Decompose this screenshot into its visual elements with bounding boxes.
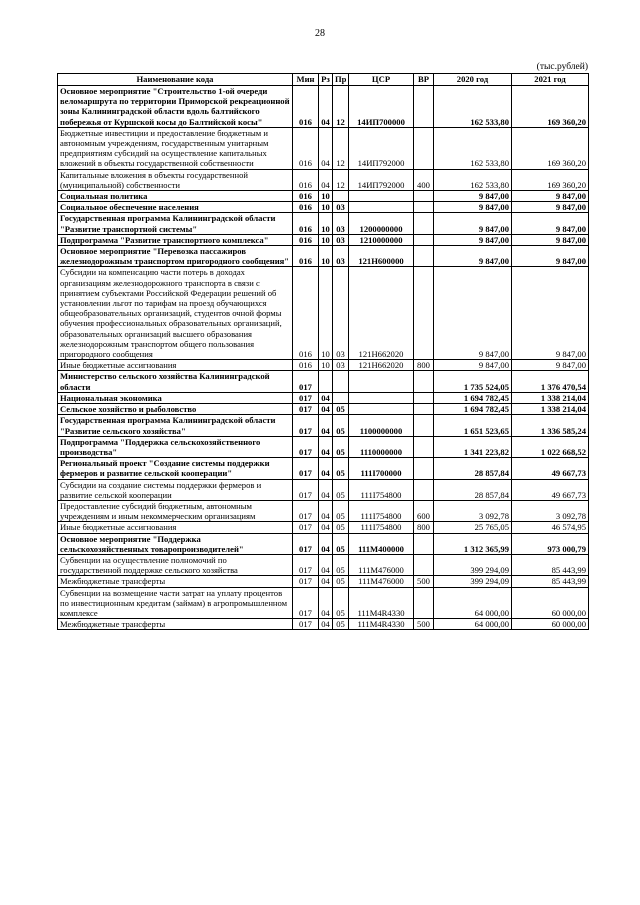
cell-2020: 3 092,78 bbox=[434, 500, 512, 521]
cell-vr bbox=[414, 267, 434, 360]
cell-pr: 05 bbox=[333, 576, 349, 587]
cell-rz: 10 bbox=[319, 234, 333, 245]
cell-name: Подпрограмма "Поддержка сельскохозяйственного производства" bbox=[58, 436, 293, 457]
cell-name: Сельское хозяйство и рыболовство bbox=[58, 404, 293, 415]
cell-pr: 05 bbox=[333, 436, 349, 457]
cell-min: 017 bbox=[293, 404, 319, 415]
cell-name: Межбюджетные трансферты bbox=[58, 576, 293, 587]
cell-pr bbox=[333, 371, 349, 392]
cell-min: 016 bbox=[293, 360, 319, 371]
table-row bbox=[58, 436, 589, 457]
cell-name: Социальная политика bbox=[58, 191, 293, 202]
cell-min: 017 bbox=[293, 554, 319, 575]
cell-min: 016 bbox=[293, 202, 319, 213]
cell-min: 017 bbox=[293, 587, 319, 619]
cell-min: 016 bbox=[293, 127, 319, 169]
cell-rz: 04 bbox=[319, 86, 333, 128]
cell-2021: 46 574,95 bbox=[512, 522, 589, 533]
cell-csr: 111I754800 bbox=[349, 522, 414, 533]
table-row bbox=[58, 191, 589, 202]
cell-2021: 3 092,78 bbox=[512, 500, 589, 521]
table-row bbox=[58, 619, 589, 630]
cell-min: 017 bbox=[293, 576, 319, 587]
cell-csr bbox=[349, 191, 414, 202]
cell-vr: 400 bbox=[414, 169, 434, 190]
cell-2020: 1 694 782,45 bbox=[434, 392, 512, 403]
table-row bbox=[58, 415, 589, 436]
cell-2020: 1 341 223,82 bbox=[434, 436, 512, 457]
table-row bbox=[58, 479, 589, 500]
cell-2021: 85 443,99 bbox=[512, 554, 589, 575]
header-row bbox=[58, 74, 589, 86]
cell-vr bbox=[414, 533, 434, 554]
cell-min: 016 bbox=[293, 86, 319, 128]
cell-rz: 04 bbox=[319, 554, 333, 575]
cell-min: 017 bbox=[293, 522, 319, 533]
cell-csr: 1110000000 bbox=[349, 436, 414, 457]
cell-rz: 10 bbox=[319, 360, 333, 371]
cell-2020: 1 651 523,65 bbox=[434, 415, 512, 436]
cell-min: 017 bbox=[293, 392, 319, 403]
cell-rz: 04 bbox=[319, 533, 333, 554]
cell-2020: 25 765,05 bbox=[434, 522, 512, 533]
cell-csr bbox=[349, 202, 414, 213]
cell-vr: 600 bbox=[414, 500, 434, 521]
cell-csr: 111М476000 bbox=[349, 576, 414, 587]
cell-2020: 28 857,84 bbox=[434, 458, 512, 479]
cell-2021: 9 847,00 bbox=[512, 191, 589, 202]
cell-name: Межбюджетные трансферты bbox=[58, 619, 293, 630]
budget-table bbox=[57, 73, 589, 630]
cell-pr: 03 bbox=[333, 213, 349, 234]
cell-rz: 04 bbox=[319, 127, 333, 169]
cell-2021: 49 667,73 bbox=[512, 479, 589, 500]
cell-2020: 28 857,84 bbox=[434, 479, 512, 500]
cell-pr: 05 bbox=[333, 500, 349, 521]
cell-vr bbox=[414, 554, 434, 575]
cell-2020: 9 847,00 bbox=[434, 246, 512, 267]
cell-min: 016 bbox=[293, 191, 319, 202]
cell-pr: 03 bbox=[333, 202, 349, 213]
cell-vr bbox=[414, 371, 434, 392]
cell-2020: 399 294,09 bbox=[434, 554, 512, 575]
cell-vr bbox=[414, 202, 434, 213]
table-row bbox=[58, 234, 589, 245]
header-name: Наименование кода bbox=[58, 74, 293, 86]
table-body bbox=[58, 86, 589, 630]
header-rz: Рз bbox=[319, 74, 333, 86]
cell-2020: 9 847,00 bbox=[434, 202, 512, 213]
cell-name: Субсидии на создание системы поддержки фермеров и развитие сельской кооперации bbox=[58, 479, 293, 500]
cell-min: 017 bbox=[293, 458, 319, 479]
cell-csr: 111M4R4330 bbox=[349, 587, 414, 619]
cell-min: 017 bbox=[293, 533, 319, 554]
cell-vr: 800 bbox=[414, 522, 434, 533]
cell-vr: 500 bbox=[414, 619, 434, 630]
cell-min: 016 bbox=[293, 213, 319, 234]
cell-vr: 800 bbox=[414, 360, 434, 371]
cell-vr bbox=[414, 458, 434, 479]
cell-2021: 1 376 470,54 bbox=[512, 371, 589, 392]
cell-min: 017 bbox=[293, 436, 319, 457]
cell-2021: 9 847,00 bbox=[512, 360, 589, 371]
cell-name: Бюджетные инвестиции и предоставление бюджетным и автономным учреждениям, государственным унитарным предприятиям субсидий на осуществление капитальных вложений в объекты государственной собственности bbox=[58, 127, 293, 169]
cell-pr: 05 bbox=[333, 587, 349, 619]
cell-2020: 1 735 524,05 bbox=[434, 371, 512, 392]
cell-vr bbox=[414, 127, 434, 169]
cell-vr bbox=[414, 191, 434, 202]
table-row bbox=[58, 127, 589, 169]
cell-name: Подпрограмма "Развитие транспортного комплекса" bbox=[58, 234, 293, 245]
cell-2021: 1 338 214,04 bbox=[512, 404, 589, 415]
cell-rz: 04 bbox=[319, 500, 333, 521]
cell-csr: 14ИП792000 bbox=[349, 169, 414, 190]
cell-csr: 14ИП700000 bbox=[349, 86, 414, 128]
cell-2021: 9 847,00 bbox=[512, 267, 589, 360]
cell-csr: 111I754800 bbox=[349, 500, 414, 521]
table-row bbox=[58, 522, 589, 533]
cell-csr bbox=[349, 404, 414, 415]
cell-2021: 60 000,00 bbox=[512, 587, 589, 619]
table-row bbox=[58, 404, 589, 415]
cell-csr: 111I754800 bbox=[349, 479, 414, 500]
cell-2020: 162 533,80 bbox=[434, 86, 512, 128]
cell-2021: 169 360,20 bbox=[512, 169, 589, 190]
cell-vr bbox=[414, 234, 434, 245]
cell-2020: 162 533,80 bbox=[434, 169, 512, 190]
cell-name: Основное мероприятие "Поддержка сельскохозяйственных товаропроизводителей" bbox=[58, 533, 293, 554]
table-row bbox=[58, 392, 589, 403]
cell-rz: 04 bbox=[319, 415, 333, 436]
header-min: Мин bbox=[293, 74, 319, 86]
cell-pr bbox=[333, 392, 349, 403]
cell-2020: 9 847,00 bbox=[434, 360, 512, 371]
header-vr: ВР bbox=[414, 74, 434, 86]
cell-vr bbox=[414, 587, 434, 619]
cell-2021: 85 443,99 bbox=[512, 576, 589, 587]
cell-rz: 04 bbox=[319, 404, 333, 415]
cell-min: 017 bbox=[293, 415, 319, 436]
cell-name: Национальная экономика bbox=[58, 392, 293, 403]
cell-2021: 60 000,00 bbox=[512, 619, 589, 630]
header-2021: 2021 год bbox=[512, 74, 589, 86]
header-2020: 2020 год bbox=[434, 74, 512, 86]
table-row bbox=[58, 213, 589, 234]
cell-pr: 03 bbox=[333, 267, 349, 360]
cell-rz: 04 bbox=[319, 619, 333, 630]
table-row bbox=[58, 371, 589, 392]
cell-name: Региональный проект "Создание системы поддержки фермеров и развитие сельской кооперации" bbox=[58, 458, 293, 479]
cell-pr: 05 bbox=[333, 522, 349, 533]
cell-name: Субсидии на компенсацию части потерь в доходах организациям железнодорожного транспорта в связи с принятием субъектами Российской Федерации решений об установлении льгот по тарифам на проезд обучающихся общеобразовательных организаций, студентов очной формы обучения профессиональных образовательных организаций, образовательных организаций высшего образования железнодорожным транспортом общего пользования пригородного сообщения bbox=[58, 267, 293, 360]
cell-csr bbox=[349, 371, 414, 392]
cell-name: Министерство сельского хозяйства Калининградской области bbox=[58, 371, 293, 392]
cell-name: Субвенции на возмещение части затрат на уплату процентов по инвестиционным кредитам (займам) в агропромышленном комплексе bbox=[58, 587, 293, 619]
cell-2021: 169 360,20 bbox=[512, 86, 589, 128]
cell-pr: 05 bbox=[333, 479, 349, 500]
cell-pr bbox=[333, 191, 349, 202]
cell-csr: 121Н662020 bbox=[349, 360, 414, 371]
cell-csr: 1210000000 bbox=[349, 234, 414, 245]
cell-pr: 05 bbox=[333, 404, 349, 415]
cell-pr: 03 bbox=[333, 360, 349, 371]
table-row bbox=[58, 169, 589, 190]
cell-name: Субвенции на осуществление полномочий по государственной поддержке сельского хозяйства bbox=[58, 554, 293, 575]
cell-2021: 1 022 668,52 bbox=[512, 436, 589, 457]
cell-2020: 9 847,00 bbox=[434, 191, 512, 202]
cell-csr: 111M4R4330 bbox=[349, 619, 414, 630]
cell-pr: 03 bbox=[333, 234, 349, 245]
cell-2020: 162 533,80 bbox=[434, 127, 512, 169]
cell-name: Государственная программа Калининградской области "Развитие сельского хозяйства" bbox=[58, 415, 293, 436]
cell-pr: 05 bbox=[333, 458, 349, 479]
cell-vr bbox=[414, 404, 434, 415]
table-row bbox=[58, 267, 589, 360]
table-row bbox=[58, 86, 589, 128]
cell-2021: 1 336 585,24 bbox=[512, 415, 589, 436]
cell-2020: 1 694 782,45 bbox=[434, 404, 512, 415]
cell-rz: 10 bbox=[319, 267, 333, 360]
cell-name: Предоставление субсидий бюджетным, автономным учреждениям и иным некоммерческим организациям bbox=[58, 500, 293, 521]
table-row bbox=[58, 458, 589, 479]
cell-name: Основное мероприятие "Строительство 1-ой очереди веломаршрута по территории Приморской рекреационной зоны Калининградской области вдоль балтийского побережья от Куршской косы до Балтийской косы" bbox=[58, 86, 293, 128]
cell-vr bbox=[414, 436, 434, 457]
cell-csr bbox=[349, 392, 414, 403]
cell-csr: 121Н600000 bbox=[349, 246, 414, 267]
cell-rz: 04 bbox=[319, 576, 333, 587]
cell-vr bbox=[414, 415, 434, 436]
cell-2021: 1 338 214,04 bbox=[512, 392, 589, 403]
cell-2020: 9 847,00 bbox=[434, 234, 512, 245]
cell-vr bbox=[414, 392, 434, 403]
cell-pr: 03 bbox=[333, 246, 349, 267]
cell-csr: 111М400000 bbox=[349, 533, 414, 554]
cell-vr bbox=[414, 213, 434, 234]
cell-pr: 12 bbox=[333, 127, 349, 169]
cell-min: 017 bbox=[293, 371, 319, 392]
cell-rz: 10 bbox=[319, 213, 333, 234]
cell-2021: 169 360,20 bbox=[512, 127, 589, 169]
cell-pr: 05 bbox=[333, 554, 349, 575]
cell-2020: 1 312 365,99 bbox=[434, 533, 512, 554]
cell-name: Капитальные вложения в объекты государственной (муниципальной) собственности bbox=[58, 169, 293, 190]
cell-rz: 04 bbox=[319, 392, 333, 403]
cell-vr bbox=[414, 479, 434, 500]
cell-name: Социальное обеспечение населения bbox=[58, 202, 293, 213]
cell-2020: 399 294,09 bbox=[434, 576, 512, 587]
cell-2021: 9 847,00 bbox=[512, 246, 589, 267]
cell-name: Иные бюджетные ассигнования bbox=[58, 522, 293, 533]
cell-2021: 9 847,00 bbox=[512, 234, 589, 245]
cell-min: 017 bbox=[293, 500, 319, 521]
table-row bbox=[58, 587, 589, 619]
cell-min: 016 bbox=[293, 246, 319, 267]
cell-rz bbox=[319, 371, 333, 392]
table-row bbox=[58, 360, 589, 371]
cell-min: 017 bbox=[293, 479, 319, 500]
table-row bbox=[58, 576, 589, 587]
table-row bbox=[58, 533, 589, 554]
cell-rz: 04 bbox=[319, 436, 333, 457]
cell-name: Государственная программа Калининградской области "Развитие транспортной системы" bbox=[58, 213, 293, 234]
page-number: 28 bbox=[315, 28, 325, 39]
cell-min: 016 bbox=[293, 267, 319, 360]
cell-rz: 10 bbox=[319, 246, 333, 267]
units-note: (тыс.рублей) bbox=[536, 62, 588, 72]
cell-vr: 500 bbox=[414, 576, 434, 587]
cell-min: 017 bbox=[293, 619, 319, 630]
cell-rz: 10 bbox=[319, 202, 333, 213]
table-row bbox=[58, 246, 589, 267]
cell-csr: 111М476000 bbox=[349, 554, 414, 575]
cell-2021: 49 667,73 bbox=[512, 458, 589, 479]
cell-min: 016 bbox=[293, 169, 319, 190]
cell-pr: 05 bbox=[333, 415, 349, 436]
cell-pr: 05 bbox=[333, 533, 349, 554]
cell-2020: 64 000,00 bbox=[434, 619, 512, 630]
cell-rz: 04 bbox=[319, 587, 333, 619]
cell-rz: 04 bbox=[319, 458, 333, 479]
cell-vr bbox=[414, 246, 434, 267]
cell-2021: 9 847,00 bbox=[512, 213, 589, 234]
cell-pr: 12 bbox=[333, 169, 349, 190]
cell-csr: 111I700000 bbox=[349, 458, 414, 479]
header-pr: Пр bbox=[333, 74, 349, 86]
cell-name: Иные бюджетные ассигнования bbox=[58, 360, 293, 371]
cell-name: Основное мероприятие "Перевозка пассажиров железнодорожным транспортом пригородного сообщения" bbox=[58, 246, 293, 267]
cell-csr: 1100000000 bbox=[349, 415, 414, 436]
cell-csr: 1200000000 bbox=[349, 213, 414, 234]
cell-rz: 04 bbox=[319, 169, 333, 190]
cell-pr: 05 bbox=[333, 619, 349, 630]
table-row bbox=[58, 202, 589, 213]
cell-2020: 9 847,00 bbox=[434, 213, 512, 234]
table-row bbox=[58, 500, 589, 521]
cell-csr: 14ИП792000 bbox=[349, 127, 414, 169]
cell-2021: 973 000,79 bbox=[512, 533, 589, 554]
cell-vr bbox=[414, 86, 434, 128]
cell-2020: 9 847,00 bbox=[434, 267, 512, 360]
cell-min: 016 bbox=[293, 234, 319, 245]
cell-2021: 9 847,00 bbox=[512, 202, 589, 213]
table-row bbox=[58, 554, 589, 575]
cell-csr: 121Н662020 bbox=[349, 267, 414, 360]
cell-rz: 10 bbox=[319, 191, 333, 202]
cell-2020: 64 000,00 bbox=[434, 587, 512, 619]
cell-rz: 04 bbox=[319, 479, 333, 500]
cell-pr: 12 bbox=[333, 86, 349, 128]
header-csr: ЦСР bbox=[349, 74, 414, 86]
cell-rz: 04 bbox=[319, 522, 333, 533]
